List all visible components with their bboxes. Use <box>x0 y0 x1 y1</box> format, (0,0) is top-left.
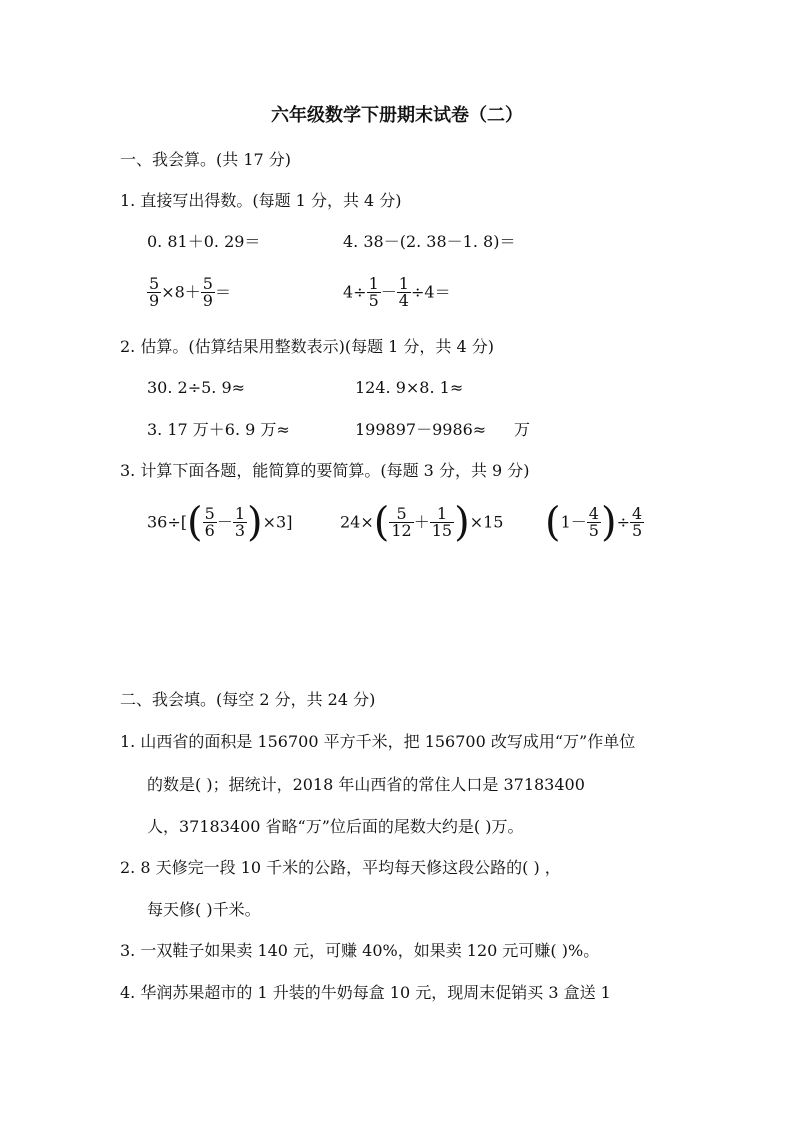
fraction <box>201 276 215 309</box>
right-paren: ) <box>600 499 617 546</box>
calc-item-2: 4. 38－(2. 38－1. 8)＝ <box>343 232 516 251</box>
operator-text: 36÷[ <box>147 512 188 532</box>
denominator: 9 <box>149 291 160 310</box>
numerator: 1 <box>234 504 246 523</box>
estimate-item-3: 3. 17 万＋6. 9 万≈ <box>147 420 290 439</box>
fraction <box>630 506 644 539</box>
numerator: 4 <box>588 504 599 523</box>
numerator: 5 <box>204 504 215 523</box>
section-2-heading: 二、我会填。(每空 2 分，共 24 分) <box>120 690 376 709</box>
denominator: 3 <box>234 521 246 540</box>
denominator: 9 <box>202 291 213 310</box>
fill-question-2-line-2: 每天修( )千米。 <box>147 900 261 919</box>
section-1-heading: 一、我会算。(共 17 分) <box>120 150 292 169</box>
denominator: 5 <box>588 521 599 540</box>
fraction <box>397 276 411 309</box>
estimate-item-1: 30. 2÷5. 9≈ <box>147 378 246 397</box>
fill-question-2-line-1: 2. 8 天修完一段 10 千米的公路，平均每天修这段公路的( ) ， <box>120 858 561 877</box>
expression-1 <box>147 501 292 544</box>
fraction <box>367 276 381 309</box>
question-1-1-label: 1. 直接写出得数。(每题 1 分，共 4 分) <box>120 191 402 210</box>
fill-question-1-line-2: 的数是( )；据统计，2018 年山西省的常住人口是 37183400 <box>147 775 585 794</box>
right-paren: ) <box>454 499 470 546</box>
numerator: 1 <box>368 274 379 293</box>
denominator: 15 <box>431 521 453 540</box>
operator-text: 4÷ <box>343 282 367 302</box>
operator-text: ＋ <box>413 512 430 532</box>
calc-item-3 <box>147 276 231 309</box>
numerator: 1 <box>430 506 454 523</box>
fraction <box>587 506 601 539</box>
numerator: 5 <box>149 274 160 293</box>
fraction <box>147 276 161 309</box>
left-paren: ( <box>373 499 390 546</box>
fill-question-1-line-3: 人，37183400 省略“万”位后面的尾数大约是( )万。 <box>147 817 524 836</box>
estimate-unit: 万 <box>514 420 531 439</box>
estimate-item-2: 124. 9×8. 1≈ <box>355 378 464 397</box>
numerator: 1 <box>398 274 409 293</box>
expression-2 <box>340 501 503 544</box>
fraction <box>233 506 247 539</box>
denominator: 4 <box>398 291 409 310</box>
operator-text: ×15 <box>469 512 504 532</box>
expression-3 <box>545 501 644 544</box>
operator-text: － <box>380 282 397 302</box>
operator-text: ×3] <box>262 512 293 532</box>
page-title: 六年级数学下册期末试卷（二） <box>271 105 523 126</box>
numerator: 5 <box>389 506 413 523</box>
denominator: 5 <box>368 291 379 310</box>
equals-sign: ＝ <box>214 282 231 302</box>
calc-item-1: 0. 81＋0. 29＝ <box>147 232 261 251</box>
fill-question-3: 3. 一双鞋子如果卖 140 元，可赚 40%，如果卖 120 元可赚( )%。 <box>120 941 600 960</box>
calc-item-4 <box>343 276 451 309</box>
denominator: 12 <box>391 521 412 540</box>
left-paren: ( <box>187 499 203 546</box>
operator-text: 24× <box>340 512 374 532</box>
operator-text: ÷4＝ <box>410 282 451 302</box>
fraction <box>203 506 217 539</box>
fraction <box>430 506 454 539</box>
fill-question-1-line-1: 1. 山西省的面积是 156700 平方千米，把 156700 改写成用“万”作单位 <box>120 732 636 751</box>
fraction <box>389 506 413 539</box>
question-1-2-label: 2. 估算。(估算结果用整数表示)(每题 1 分，共 4 分) <box>120 337 495 356</box>
right-paren: ) <box>247 499 263 546</box>
denominator: 5 <box>632 521 643 540</box>
operator-text: 1－ <box>560 512 587 532</box>
question-1-3-label: 3. 计算下面各题，能简算的要简算。(每题 3 分，共 9 分) <box>120 461 530 480</box>
operator-text: ×8＋ <box>161 282 201 302</box>
numerator: 5 <box>202 274 213 293</box>
numerator: 4 <box>632 504 643 523</box>
estimate-item-4: 199897－9986≈ <box>355 420 487 439</box>
operator-text: － <box>216 512 233 532</box>
fill-question-4: 4. 华润苏果超市的 1 升装的牛奶每盒 10 元，现周末促销买 3 盒送 1 <box>120 983 611 1002</box>
operator-text: ÷ <box>616 512 630 532</box>
left-paren: ( <box>545 499 561 546</box>
denominator: 6 <box>204 521 215 540</box>
